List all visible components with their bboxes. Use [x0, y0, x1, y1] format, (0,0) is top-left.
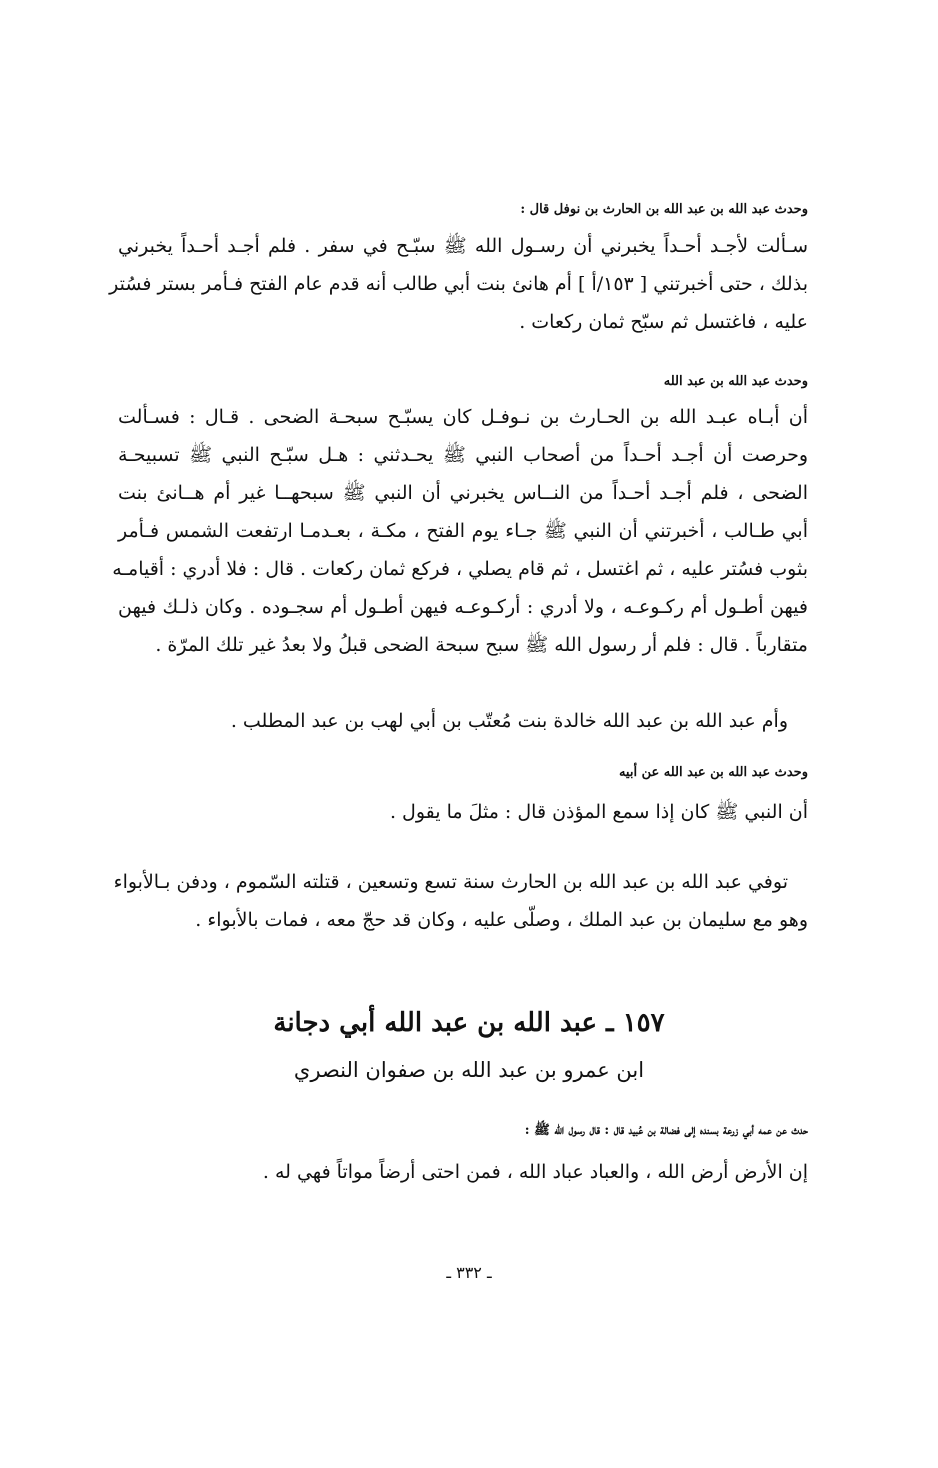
text-line: توفي عبد الله بن عبد الله بن الحارث سنة تسع وتسعين ، قتلته السّموم ، ودفن بـالأبواء — [113, 871, 788, 893]
text-line: بثوب فسُتر عليه ، ثم اغتسل ، ثم قام يصلي ، فركع ثمان ركعات . قال : فلا أدري : أقيامـه — [112, 558, 808, 580]
text-line: وحرصت أن أجـد أحـداً من أصحاب النبي ﷺ يحـدثني : هـل سبّـح النبي ﷺ تسبيحـة — [118, 444, 808, 466]
section-heading: وحدث عبد الله بن عبد الله عن أبيه — [618, 765, 808, 780]
text-line: أن النبي ﷺ كان إذا سمع المؤذن قال : مثلَ ما يقول . — [389, 801, 808, 823]
text-line: أن أبـاه عبـد الله بن الحـارث بن نـوفـل كان يسبّـح سبحـة الضحى . قـال : فسـألت — [118, 406, 808, 428]
text-line: بذلك ، حتى أخبرتني [ ١٥٣/أ ] أم هانئ بنت أبي طالب أنه قدم عام الفتح فـأمر بستر فسُتر — [109, 273, 808, 295]
section-body — [113, 863, 808, 939]
text-line: وأم عبد الله بن عبد الله خالدة بنت مُعتّب بن أبي لهب بن عبد المطلب . — [230, 710, 788, 732]
section-body — [118, 793, 808, 831]
section-body — [118, 702, 788, 740]
text-line: وهو مع سليمان بن عبد الملك ، وصلّى عليه ، وكان قد حجّ معه ، فمات بالأبواء . — [195, 909, 808, 931]
text-line: إن الأرض أرض الله ، والعباد عباد الله ، فمن احتى أرضاً مواتاً فهي له . — [262, 1161, 808, 1183]
section-body — [112, 398, 808, 664]
section-heading: حدث عن عمه أبي زرعة بسنده إلى فضالة بن عُبيد قال : قال رسول الله ﷺ : — [524, 1123, 808, 1138]
text-line: أبي طـالب ، أخبرتني أن النبي ﷺ جـاء يوم الفتح ، مكـة ، بعـدمـا ارتفعت الشمس فـأمر — [118, 520, 808, 542]
section-body — [109, 227, 808, 341]
text-line: الضحى ، فلم أجـد أحـداً من النــاس يخبرني أن النبي ﷺ سبحهــا غير أم هــانئ بنت — [118, 482, 808, 504]
text-line: سـألت لأجـد أحـداً يخبرني أن رسـول الله ﷺ سبّـح في سفر . فلم أجـد أحـداً يخبرني — [118, 235, 808, 257]
section-heading: وحدث عبد الله بن عبد الله — [663, 374, 808, 389]
text-line: فيهن أطـول أم ركـوعـه ، ولا أدري : أركـوعـه فيهن أطـول أم سجـوده . وكان ذلـك فيهن — [118, 596, 808, 618]
entry-title: ١٥٧ ـ عبد الله بن عبد الله أبي دجانة — [273, 1008, 665, 1038]
text-line: عليه ، فاغتسل ثم سبّح ثمان ركعات . — [519, 311, 808, 333]
entry-subtitle: ابن عمرو بن عبد الله بن صفوان النصري — [293, 1058, 645, 1082]
section-body — [118, 1153, 808, 1191]
section-heading: وحدث عبد الله بن عبد الله بن الحارث بن نوفل قال : — [520, 202, 808, 217]
text-line: متقارباً . قال : فلم أر رسول الله ﷺ سبح سبحة الضحى قبلُ ولا بعدُ غير تلك المرّة . — [155, 634, 808, 656]
page-number: ـ ٣٣٢ ـ — [446, 1263, 492, 1282]
